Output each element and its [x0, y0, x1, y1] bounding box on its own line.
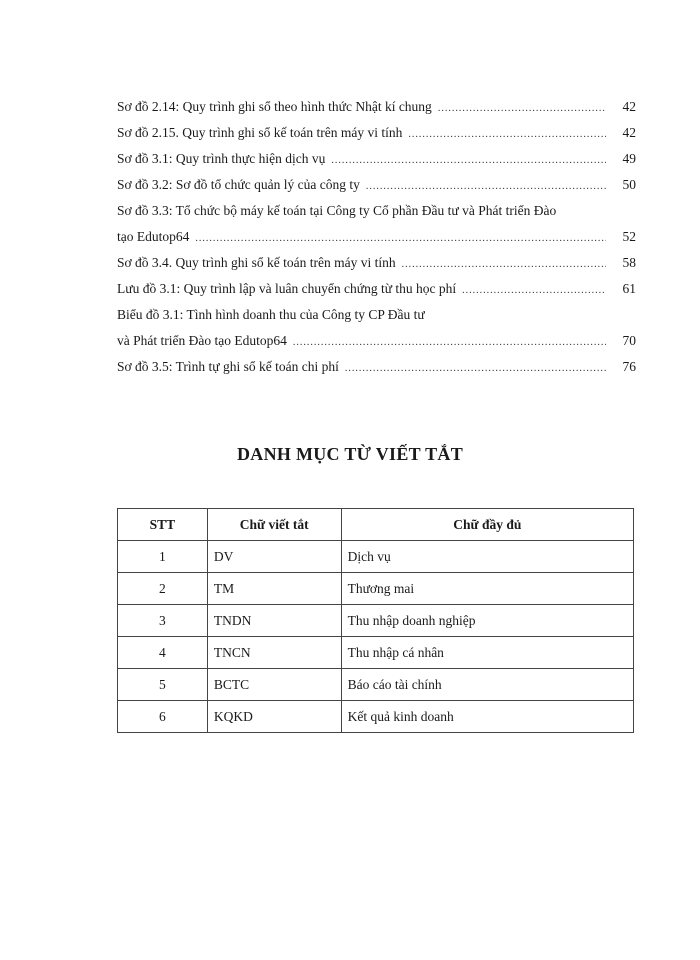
- cell-full-form: Thương mai: [341, 573, 633, 605]
- toc-entry-title: Sơ đồ 3.4. Quy trình ghi sổ kế toán trên máy vi tính: [117, 255, 396, 270]
- toc-entry-title: Sơ đồ 3.2: Sơ đồ tổ chức quản lý của công ty: [117, 177, 360, 192]
- toc-entry-page: 42: [622, 99, 636, 114]
- toc-entry: [117, 146, 636, 172]
- toc-entry: [117, 328, 636, 354]
- toc-entry: [117, 224, 636, 250]
- column-header-abbreviation: Chữ viết tắt: [207, 509, 341, 541]
- dot-leader: [293, 330, 606, 356]
- dot-leader: [366, 174, 606, 200]
- cell-abbreviation: TM: [207, 573, 341, 605]
- toc-entry: [117, 172, 636, 198]
- toc-entry-title: Sơ đồ 2.15. Quy trình ghi sổ kế toán trên máy vi tính: [117, 125, 403, 140]
- toc-entry: [117, 250, 636, 276]
- column-header-full-form: Chữ đầy đủ: [341, 509, 633, 541]
- column-header-stt: STT: [118, 509, 208, 541]
- toc-entry-title: Sơ đồ 2.14: Quy trình ghi sổ theo hình thức Nhật kí chung: [117, 99, 432, 114]
- toc-entry-title: Sơ đồ 3.3: Tổ chức bộ máy kế toán tại Công ty Cổ phần Đầu tư và Phát triển Đào: [117, 203, 557, 218]
- toc-entry: [117, 120, 636, 146]
- toc-entry: [117, 354, 636, 380]
- toc-entry-page: 61: [622, 281, 636, 296]
- toc-entry: [117, 94, 636, 120]
- cell-abbreviation: TNCN: [207, 637, 341, 669]
- toc-entry-title: Biểu đồ 3.1: Tình hình doanh thu của Công ty CP Đầu tư: [117, 307, 425, 322]
- dot-leader: [331, 148, 606, 174]
- cell-full-form: Dịch vụ: [341, 541, 633, 573]
- table-row: [118, 573, 634, 605]
- dot-leader: [438, 96, 606, 122]
- cell-full-form: Báo cáo tài chính: [341, 669, 633, 701]
- toc-entry-title: và Phát triển Đào tạo Edutop64: [117, 333, 287, 348]
- toc-entry-title: tạo Edutop64: [117, 229, 190, 244]
- abbreviation-table: [117, 508, 634, 733]
- cell-abbreviation: BCTC: [207, 669, 341, 701]
- cell-stt: 4: [118, 637, 208, 669]
- section-heading: DANH MỤC TỪ VIẾT TẮT: [236, 444, 464, 464]
- toc-entry-page: 70: [622, 333, 636, 348]
- table-row: [118, 637, 634, 669]
- table-row: [118, 541, 634, 573]
- toc-entry-title: Lưu đồ 3.1: Quy trình lập và luân chuyển chứng từ thu học phí: [117, 281, 457, 296]
- table-row: [118, 701, 634, 733]
- cell-abbreviation: DV: [207, 541, 341, 573]
- list-of-figures: [117, 94, 636, 380]
- table-row: [118, 669, 634, 701]
- cell-stt: 1: [118, 541, 208, 573]
- dot-leader: [195, 226, 606, 252]
- cell-full-form: Kết quả kinh doanh: [341, 701, 633, 733]
- toc-entry-page: 49: [622, 151, 636, 166]
- table-row: [118, 605, 634, 637]
- toc-entry: [117, 276, 636, 302]
- cell-abbreviation: KQKD: [207, 701, 341, 733]
- table-header-row: [118, 509, 634, 541]
- toc-entry-page: 50: [622, 177, 636, 192]
- cell-stt: 5: [118, 669, 208, 701]
- cell-stt: 3: [118, 605, 208, 637]
- cell-full-form: Thu nhập cá nhân: [341, 637, 633, 669]
- toc-entry-title: Sơ đồ 3.1: Quy trình thực hiện dịch vụ: [117, 151, 326, 166]
- dot-leader: [345, 356, 606, 382]
- toc-entry-page: 42: [622, 125, 636, 140]
- cell-stt: 6: [118, 701, 208, 733]
- toc-entry-page: 76: [622, 359, 636, 374]
- cell-abbreviation: TNDN: [207, 605, 341, 637]
- toc-entry-line: [117, 302, 636, 328]
- toc-entry-title: Sơ đồ 3.5: Trình tự ghi sổ kế toán chi phí: [117, 359, 339, 374]
- toc-entry-page: 52: [622, 229, 636, 244]
- cell-stt: 2: [118, 573, 208, 605]
- dot-leader: [462, 278, 606, 304]
- toc-entry-page: 58: [622, 255, 636, 270]
- dot-leader: [402, 252, 606, 278]
- toc-entry-line: [117, 198, 636, 224]
- dot-leader: [408, 122, 606, 148]
- cell-full-form: Thu nhập doanh nghiệp: [341, 605, 633, 637]
